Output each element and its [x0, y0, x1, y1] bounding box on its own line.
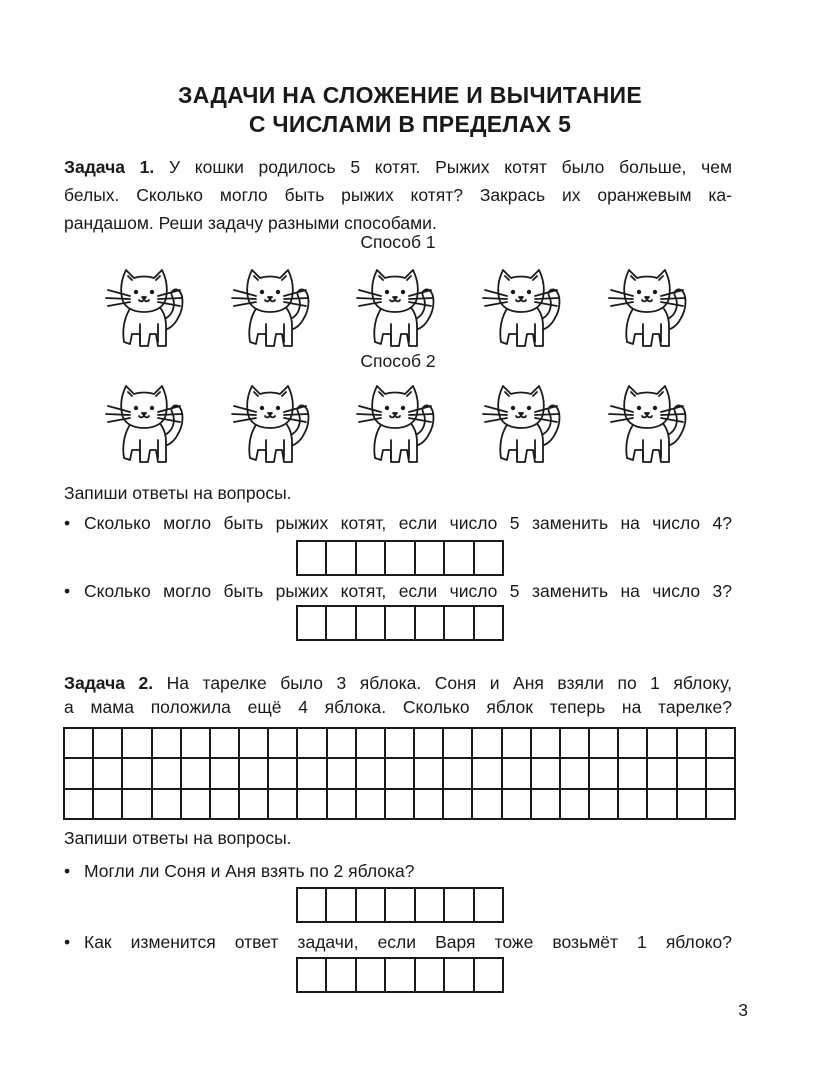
cat-icon[interactable] [477, 374, 577, 469]
task1-text-line-3: рандашом. Реши задачу разными способами. [64, 213, 437, 233]
solution-grid[interactable] [63, 727, 736, 820]
bullet-icon: • [64, 932, 71, 952]
method-1-label: Способ 1 [360, 232, 436, 252]
cat-row-method-2 [0, 374, 820, 474]
cat-icon[interactable] [100, 258, 200, 353]
cat-icon[interactable] [351, 374, 451, 469]
page-title-line-2: С ЧИСЛАМИ В ПРЕДЕЛАХ 5 [248, 111, 572, 137]
bullet-icon: • [64, 861, 71, 881]
bullet-icon: • [64, 513, 71, 533]
task1-questions-intro: Запиши ответы на вопросы. [64, 483, 292, 503]
task2-question-1 [64, 859, 732, 883]
task1-question-1 [64, 511, 732, 535]
task1-question-2-text: Сколько могло быть рыжих котят, если число 5 заменить на число 3? [84, 581, 732, 601]
answer-box-task2-q2[interactable] [296, 957, 504, 993]
task2-question-2-text: Как изменится ответ задачи, если Варя тоже возьмёт 1 яблоко? [84, 932, 732, 952]
method-2-label: Способ 2 [360, 351, 436, 371]
answer-box-task1-q2[interactable] [296, 605, 504, 641]
task1-text-line-1-body: У кошки родилось 5 котят. Рыжих котят было больше, чем [169, 157, 732, 177]
cat-icon[interactable] [226, 374, 326, 469]
task2-label: Задача 2. [64, 673, 154, 693]
cat-icon[interactable] [226, 258, 326, 353]
task1-text-line-2: белых. Сколько могло быть рыжих котят? Закрась их оранжевым ка- [64, 185, 732, 205]
task1-text-line-1 [64, 153, 732, 181]
page-number: 3 [738, 1000, 748, 1020]
task2-text-line-2: а мама положила ещё 4 яблока. Сколько яблок теперь на тарелке? [64, 697, 732, 717]
task2-question-1-text: Могли ли Соня и Аня взять по 2 яблока? [84, 861, 415, 881]
task1-label: Задача 1. [64, 157, 155, 177]
answer-box-task1-q1[interactable] [296, 540, 504, 576]
answer-box-task2-q1[interactable] [296, 887, 504, 923]
cat-icon[interactable] [351, 258, 451, 353]
bullet-icon: • [64, 581, 71, 601]
page-title-line-1: ЗАДАЧИ НА СЛОЖЕНИЕ И ВЫЧИТАНИЕ [177, 82, 642, 108]
task1-question-2 [64, 579, 732, 603]
cat-icon[interactable] [603, 258, 703, 353]
task2-question-2 [64, 930, 732, 954]
cat-icon[interactable] [100, 374, 200, 469]
cat-row-method-1 [0, 258, 820, 358]
cat-icon[interactable] [477, 258, 577, 353]
task2-text-line-1-body: На тарелке было 3 яблока. Соня и Аня взяли по 1 яблоку, [166, 673, 732, 693]
task2-questions-intro: Запиши ответы на вопросы. [64, 828, 292, 848]
cat-icon[interactable] [603, 374, 703, 469]
task1-question-1-text: Сколько могло быть рыжих котят, если число 5 заменить на число 4? [84, 513, 732, 533]
